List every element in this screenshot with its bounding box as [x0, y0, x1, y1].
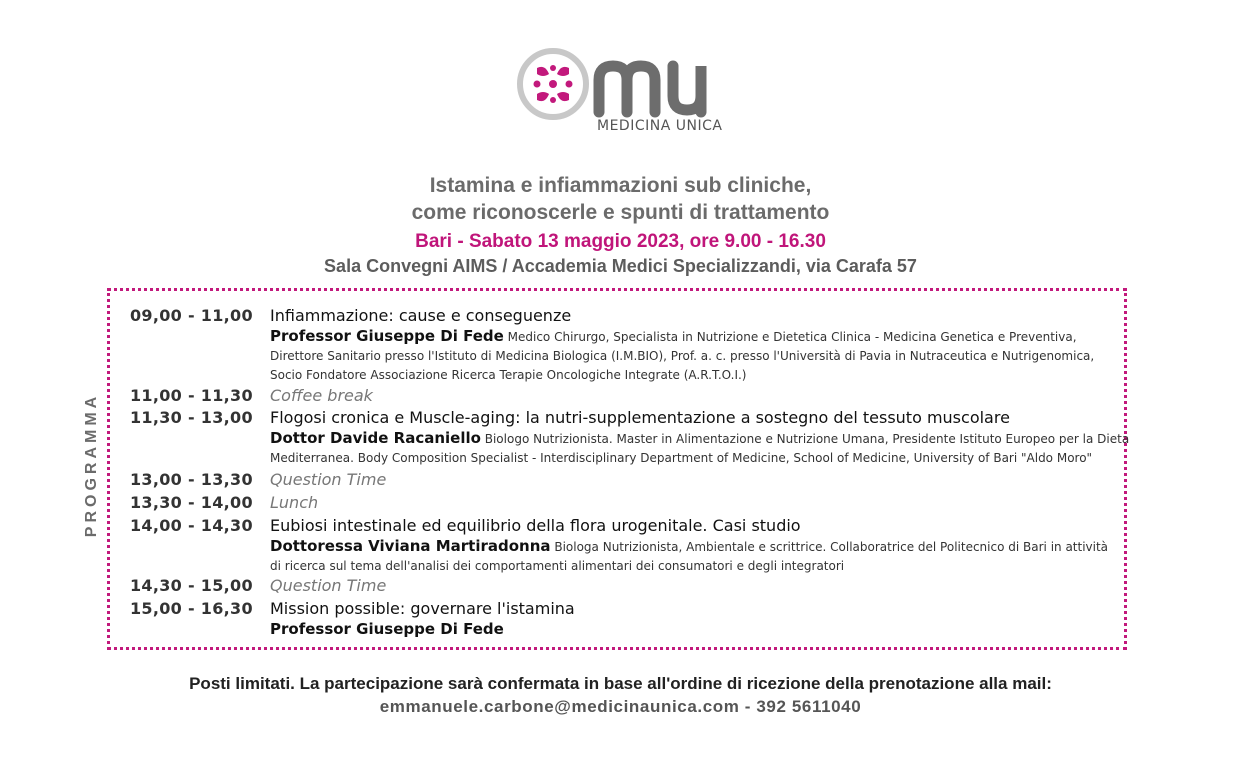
speaker-bio: Direttore Sanitario presso l'Istituto di Medicina Biologica (I.M.BIO), Prof. a. c. presso l'Università di Pavia in Nutraceutica e Nutrigenomica, [270, 349, 1095, 363]
session-time: 13,30 - 14,00 [130, 493, 253, 512]
session-topic: Question Time [270, 470, 387, 489]
session-time: 14,00 - 14,30 [130, 516, 253, 535]
speaker-name: Professor Giuseppe Di Fede [270, 620, 504, 638]
session-topic: Question Time [270, 576, 387, 595]
session-time: 11,00 - 11,30 [130, 386, 253, 405]
session-topic: Eubiosi intestinale ed equilibrio della flora urogenitale. Casi studio [270, 516, 801, 535]
speaker-bio: Biologa Nutrizionista, Ambientale e scrittrice. Collaboratrice del Politecnico di Bari in attività [550, 540, 1109, 554]
speaker-name: Dottoressa Viviana Martiradonna [270, 537, 551, 555]
speaker-bio: Medico Chirurgo, Specialista in Nutrizione e Dietetica Clinica - Medicina Genetica e Preventiva, [503, 330, 1077, 344]
session-topic: Flogosi cronica e Muscle-aging: la nutri-supplementazione a sostegno del tessuto muscolare [270, 408, 1010, 427]
session-time: 13,00 - 13,30 [130, 470, 253, 489]
event-date: Bari - Sabato 13 maggio 2023, ore 9.00 - 16.30 [415, 231, 826, 252]
speaker-bio: di ricerca sul tema dell'analisi dei comportamenti alimentari dei consumatori e degli integratori [270, 559, 845, 573]
event-title-line-1: Istamina e infiammazioni sub cliniche, [429, 174, 812, 197]
session-topic: Mission possible: governare l'istamina [270, 599, 575, 618]
session-topic: Lunch [270, 493, 319, 512]
booking-notice: Posti limitati. La partecipazione sarà confermata in base all'ordine di ricezione della prenotazione alla mail: [189, 674, 1052, 693]
speaker-bio: Mediterranea. Body Composition Specialist - Interdisciplinary Department of Medicine, School of Medicine, University of Bari "Aldo Moro" [270, 451, 1093, 465]
event-title-line-2: come riconoscerle e spunti di trattamento [411, 201, 830, 224]
session-speaker [270, 327, 1130, 385]
speaker-name: Dottor Davide Racaniello [270, 429, 481, 447]
session-speaker [270, 620, 1130, 640]
session-time: 14,30 - 15,00 [130, 576, 253, 595]
contact-info: emmanuele.carbone@medicinaunica.com - 392 5611040 [379, 697, 862, 716]
speaker-bio: Socio Fondatore Associazione Ricerca Terapie Oncologiche Integrate (A.R.T.O.I.) [270, 368, 747, 382]
session-time: 11,30 - 13,00 [130, 408, 253, 427]
session-speaker [270, 429, 1130, 468]
session-speaker [270, 537, 1130, 576]
speaker-name: Professor Giuseppe Di Fede [270, 327, 504, 345]
program-label-text: PROGRAMMA [83, 392, 100, 538]
logo-subtitle: MEDICINA UNICA [597, 118, 723, 134]
medicina-unica-logo [515, 48, 730, 138]
speaker-bio: Biologo Nutrizionista. Master in Alimentazione e Nutrizione Umana, Presidente Istituto Europeo per la Dieta [480, 432, 1130, 446]
session-topic: Coffee break [270, 386, 373, 405]
session-time: 09,00 - 11,00 [130, 306, 253, 325]
session-topic: Infiammazione: cause e conseguenze [270, 306, 572, 325]
event-venue: Sala Convegni AIMS / Accademia Medici Specializzandi, via Carafa 57 [324, 256, 917, 276]
session-time: 15,00 - 16,30 [130, 599, 253, 618]
